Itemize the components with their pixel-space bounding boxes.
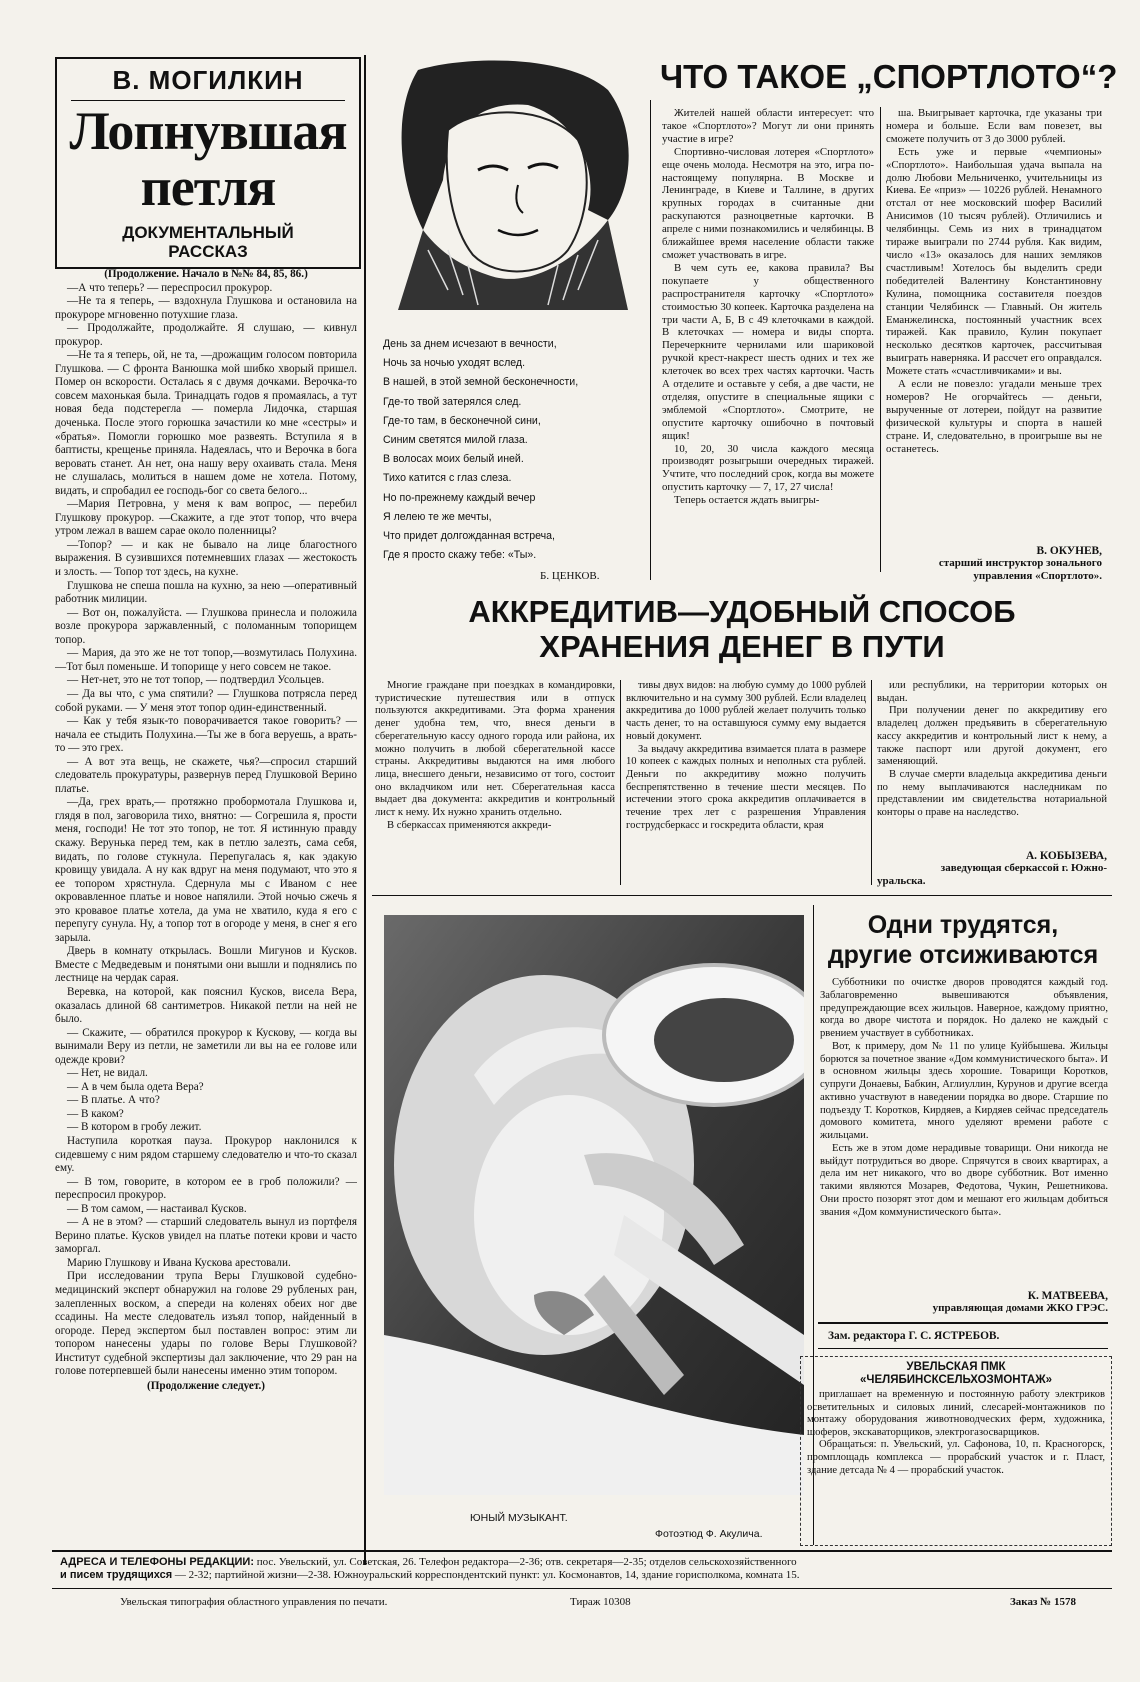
subbotnik-body bbox=[820, 977, 1108, 1289]
story-paragraph: — В котором в гробу лежит. bbox=[67, 1121, 202, 1134]
ad-title-line1: УВЕЛЬСКАЯ ПМК bbox=[906, 1361, 1006, 1373]
story-paragraph: — Нет-нет, это не тот топор, — подтвердил Усольцев. bbox=[67, 674, 325, 687]
rule-above-editor bbox=[818, 1322, 1108, 1324]
story-paragraph: —А что теперь? — переспросил прокурор. bbox=[67, 281, 273, 294]
story-paragraph: — Вот он, пожалуйста. — Глушкова принесла и положила возле прокурора заржавленный, с поломанным топорищем топор. bbox=[55, 606, 357, 646]
story-paragraph: Наступила короткая пауза. Прокурор наклонился к сидевшему с ним рядом старшему следователю и что-то сказал ему. bbox=[55, 1135, 357, 1175]
poem-line-paragraph: Но по-прежнему каждый вечер bbox=[383, 491, 536, 504]
ad-paragraph: приглашает на временную и постоянную работу электриков осветительных и силовых линий, слесарей-монтажников по монтажу оборудования животноводческих ферм, художника, шоферов, экскаваторщиков, электрогазосварщиков. bbox=[807, 1389, 1105, 1438]
story-paragraph: — Продолжайте, продолжайте. Я слушаю, — кивнул прокурор. bbox=[55, 322, 357, 348]
accreditive-col1 bbox=[375, 680, 615, 890]
accreditive-col3-paragraph: или республики, на территории которых он выдан. bbox=[877, 680, 1107, 704]
poem-line-paragraph: Что придет долгожданная встреча, bbox=[383, 530, 555, 543]
poem bbox=[383, 336, 633, 566]
story-title-line1: Лопнувшая bbox=[69, 101, 347, 161]
rule-footer-top bbox=[52, 1550, 1112, 1552]
story-paragraph: Марию Глушкову и Ивана Кускова арестовали. bbox=[67, 1256, 291, 1269]
story-paragraph: — В том, говорите, в котором ее в гроб положили? — переспросил прокурор. bbox=[55, 1175, 357, 1202]
footer-line2: — 2-32; партийной жизни—2-38. Южноуральский корреспондентский пункт: ул. Космонавтов, 14, здание горисполкома, комната 15. bbox=[174, 1569, 800, 1581]
poem-line-paragraph: Где-то твой затерялся след. bbox=[383, 395, 522, 408]
accreditive-signature bbox=[877, 850, 1107, 888]
footer-order: Заказ № 1578 bbox=[1010, 1596, 1076, 1608]
story-author: В. МОГИЛКИН bbox=[112, 65, 304, 95]
column-rule-left bbox=[364, 55, 366, 1565]
illustration-girl bbox=[378, 60, 646, 310]
accreditive-col2 bbox=[626, 680, 866, 890]
sportloto-col1-paragraph: 10, 20, 30 числа каждого месяца производят розыгрыши очередных тиражей. Учтите, что последний срок, когда вы можете опустить карточку — 7, 17, 27 числа! bbox=[662, 442, 874, 494]
story-subtitle-line1: ДОКУМЕНТАЛЬНЫЙ bbox=[122, 223, 294, 242]
girl-portrait-drawing bbox=[378, 60, 646, 310]
accreditive-col1-paragraph: В сберкассах применяются аккреди- bbox=[387, 819, 552, 831]
footer-addresses bbox=[60, 1556, 1110, 1582]
poem-lines bbox=[383, 336, 633, 563]
ad-paragraph: Обращаться: п. Увельский, ул. Сафонова, 10, п. Красногорск, промплощадь комплекса — прорабский участок и г. Пласт, здание детсада № 4 — прорабский участок. bbox=[807, 1439, 1105, 1476]
poem-line-paragraph: Где я просто скажу тебе: «Ты». bbox=[383, 549, 537, 562]
sportloto-col2-paragraph: Есть уже и первые «чемпионы» «Спортлото». Наибольшая удача выпала на долю Любови Мельниченко, учительницы из Киева. Ее «приз» — 10226 рублей. Ненамного отстал от нее московский шофер Василий Анисимов (10 тысяч рублей). Отличились и челябинцы. Семь из них в тринадцатом тираже выиграли по 2744 рубля. Как видим, число «13» оказалось для наших земляков счастливым! Хотелось бы выделить среди победителей Валентину Константиновну Кулина, помощника составителя поездов станции Челябинск — Главный. Он житель Еманжелинска, постоянный участник всех тиражей. Как правило, Кулин покупает несколько десятков карточек, рассчитывая выиграть наверняка. И рассчет его оправдался. Можете стать «счастливчиками» и вы. bbox=[886, 145, 1102, 378]
sportloto-col2-paragraph: ша. Выигрывает карточка, где указаны три номера и больше. Если вам повезет, вы сможете получить от 3 до 3000 рублей. bbox=[886, 107, 1102, 145]
story-paragraph: —Да, грех врать,— протяжно пробормотала Глушкова и, глядя в пол, заговорила тихо, внятно: — Согрешила я, прости меня, господи! Не тот это топор, не тот. Я истинную правду скажу. Верунька перед тем, как в петлю залезть, сама себя, видать, по голове стукнула. Перепугалась я, как эдакую кровищу увидала. А ну как вдруг на меня подумают, что это я ее топором хрястнула. Сдернула мы с Иваном с нее окровавленное платье и новое напялили. Этой ночью сжечь я это кровавое платье хотела, да ума не хватило, куда я его с перепугу сунула. Ну, а топор тот в огороде у меня, в снег я его зарыла. bbox=[55, 796, 357, 944]
poem-line-paragraph: Где-то там, в бесконечной сини, bbox=[383, 414, 541, 427]
musician-photo-image bbox=[384, 915, 804, 1495]
story-paragraph: — А вот эта вещь, не скажете, чья?—спросил старший следователь прокуратуры, развернув перед Глушковой Верино платье. bbox=[55, 755, 357, 795]
footer-circulation: Тираж 10308 bbox=[570, 1596, 631, 1608]
story-paragraph: —Не та я теперь, — вздохнула Глушкова и остановила на прокуроре мгновенно потухшие глаза. bbox=[55, 295, 357, 321]
photo-credit: Фотоэтюд Ф. Акулича. bbox=[655, 1528, 763, 1540]
story-paragraph: Веревка, на которой, как пояснил Кусков, висела Вера, оказалась длиной 68 сантиметров. Никакой петли на ней не было. bbox=[55, 985, 357, 1026]
accreditive-col2-paragraph: За выдачу аккредитива взимается плата в размере 10 копеек с каждых полных и неполных ста рублей. Деньги по аккредитиву можно получить беспрепятственно в течение шести месяцев. По истечении этого срока аккредитив оплачивается в течение трех лет с разрешения Управления гострудсберкасс и госкредита области, края bbox=[626, 743, 866, 831]
accreditive-col3 bbox=[877, 680, 1107, 850]
sportloto-signature-line2: управления «Спортлото». bbox=[973, 570, 1102, 582]
sportloto-col1-paragraph: Теперь остается ждать выигры- bbox=[674, 494, 820, 507]
sportloto-title: ЧТО ТАКОЕ „СПОРТЛОТО“? bbox=[660, 58, 1118, 95]
accreditive-title bbox=[372, 594, 1112, 664]
poem-line-paragraph: Ночь за ночью уходят вслед. bbox=[383, 357, 526, 370]
story-body bbox=[55, 268, 357, 1568]
column-rule-accr2 bbox=[871, 680, 872, 885]
story-paragraphs bbox=[55, 282, 357, 1379]
story-paragraph: — Скажите, — обратился прокурор к Кускову, — когда вы вынимали Веру из петли, не заметили ли вы на ее голове или одежде крови? bbox=[55, 1026, 357, 1066]
sportloto-col2 bbox=[886, 107, 1102, 537]
story-paragraph: — В платье. А что? bbox=[67, 1094, 160, 1107]
story-paragraph: — Нет, не видал. bbox=[67, 1067, 148, 1080]
story-title bbox=[57, 103, 359, 215]
story-end-note: (Продолжение следует.) bbox=[147, 1379, 265, 1392]
sportloto-signature-name: В. ОКУНЕВ, bbox=[1036, 545, 1102, 557]
rule-below-editor bbox=[818, 1348, 1108, 1349]
ad-box bbox=[800, 1356, 1112, 1546]
accreditive-title-line2: ХРАНЕНИЯ ДЕНЕГ В ПУТИ bbox=[539, 629, 945, 664]
poem-line-paragraph: Я лелею те же мечты, bbox=[383, 510, 492, 523]
story-title-line2: петля bbox=[140, 157, 276, 217]
subbotnik-signature-name: К. МАТВЕЕВА, bbox=[1027, 1290, 1108, 1302]
accreditive-col1-paragraph: Многие граждане при поездках в командировки, туристические путешествия или в отпуск пользуются аккредитивами. Эта форма хранения денег удобна тем, что, внеся деньги в сберегательную кассу одного города или района, их можно получить в любой сберегательной кассе страны. Аккредитивы выдаются на имя любого лица, внесшего деньги, независимо от того, состоит оно вкладчиком или нет. Сберегательная касса выдает два документа: аккредитив и контрольный лист к нему. Их нужно хранить отдельно. bbox=[375, 680, 615, 819]
story-paragraph: — В том самом, — настаивал Кусков. bbox=[67, 1202, 247, 1215]
accreditive-signature-line2: уральска. bbox=[877, 875, 926, 887]
subbotnik-signature-line1: управляющая домами ЖКО ГРЭС. bbox=[932, 1302, 1108, 1314]
rule-footer-mid bbox=[52, 1588, 1112, 1589]
subbotnik-title-line2: другие отсиживаются bbox=[827, 941, 1099, 969]
story-continuation-note: (Продолжение. Начало в №№ 84, 85, 86.) bbox=[104, 268, 308, 280]
sportloto-col2-paragraph: А если не повезло: угадали меньше трех номеров? Не огорчайтесь — деньги, вырученные от лотереи, пойдут на развитие физической культуры и спорта в нашей стране. И, следовательно, в проигрыше вы не останетесь. bbox=[886, 378, 1102, 455]
subbotnik-paragraph: Субботники по очистке дворов проводятся каждый год. Заблаговременно вывешиваются объявления, предупреждающие всех жильцов. Наверное, каждому приятно, когда во дворе чистота и порядок. Но далеко не каждый с рвением участвует в субботниках. bbox=[820, 977, 1108, 1039]
footer-label: АДРЕСА И ТЕЛЕФОНЫ РЕДАКЦИИ: bbox=[60, 1556, 254, 1568]
ad-title bbox=[801, 1361, 1111, 1387]
sportloto-signature-line1: старший инструктор зонального bbox=[938, 557, 1102, 569]
subbotnik-title bbox=[818, 910, 1108, 970]
editor-line: Зам. редактора Г. С. ЯСТРЕБОВ. bbox=[828, 1330, 1000, 1342]
ad-body bbox=[807, 1389, 1105, 1477]
poem-line-paragraph: В волосах моих белый иней. bbox=[383, 453, 524, 466]
story-subtitle bbox=[57, 223, 359, 261]
story-paragraph: — А не в этом? — старший следователь вынул из портфеля Верино платье. Кусков увидел на платье потеки крови и часто заморгал. bbox=[55, 1216, 357, 1256]
footer-printer: Увельская типография областного управления по печати. bbox=[120, 1596, 388, 1608]
story-header-box bbox=[55, 57, 361, 269]
story-paragraph: —Мария Петровна, у меня к вам вопрос, — перебил Глушкову прокурор. —Скажите, а где этот топор, что вчера утром лежал в вашем сарае около поленницы? bbox=[55, 498, 357, 538]
poem-line-paragraph: Синим светятся милой глаза. bbox=[383, 434, 528, 447]
sportloto-col1-paragraph: В чем суть ее, какова правила? Вы покупаете у общественного распространителя карточку «Спортлото» стоимостью 30 копеек. Карточка разделена на три части А, Б, В с 49 клеточками в каждой. В клеточках — номера и виды спорта. Перечеркните чернилами или шариковой ручкой крест-накрест шесть одних и тех же клеточек во всех трех частях карточки. Часть А отделите и оставьте у себя, а две части, не отделяя, опустите в специальные ящики с эмблемой «Спортлото». Смотрите, не опустите карточку ошибочно в почтовый ящик! bbox=[662, 261, 874, 442]
accreditive-col3-paragraph: В случае смерти владельца аккредитива деньги по нему выплачиваются наследникам по представлении им свидетельства нотариальной конторы о праве на наследство. bbox=[877, 768, 1107, 819]
sportloto-col1-paragraph: Жителей нашей области интересует: что такое «Спортлото»? Могут ли они принять участие в игре? bbox=[662, 107, 874, 145]
footer-line1: пос. Увельский, ул. Советская, 26. Телефон редактора—2-36; отв. секретаря—2-35; отделов сельскохозяйственного bbox=[256, 1556, 797, 1568]
story-paragraph: —Топор? — и как не бывало на лице благостного выражения. В сузившихся потемневших глазах — жестокость и злость. — Топор тот здесь, на кухне. bbox=[55, 538, 357, 579]
poem-line-paragraph: Тихо катится с глаз слеза. bbox=[383, 472, 512, 485]
column-rule-sportloto bbox=[880, 107, 881, 572]
ad-title-line2: «ЧЕЛЯБИНСКСЕЛЬХОЗМОНТАЖ» bbox=[860, 1374, 1052, 1386]
column-rule-poem bbox=[650, 100, 651, 580]
poem-line-paragraph: В нашей, в этой земной бесконечности, bbox=[383, 376, 579, 389]
story-paragraph: Глушкова не спеша пошла на кухню, за нею —оперативный работник милиции. bbox=[55, 579, 357, 606]
story-paragraph: При исследовании трупа Веры Глушковой судебно-медицинский эксперт обнаружил на голове 29 рубленых ран, залепленных воском, а спереди на коленях обеих ног две ссадины. На месте следователь изъял топор, найденный в огороде. Перед экспертом был поставлен вопрос: этим ли топором нанесены удары по голове Веры Глушковой? Институт судебной экспертизы дал заключение, что 29 ран на голове потерпевшей были нанесены именно этим топором. bbox=[55, 1270, 357, 1378]
accreditive-col2-paragraph: тивы двух видов: на любую сумму до 1000 рублей включительно и на сумму 300 рублей. Если владелец аккредитива до 1000 рублей желает получить только часть денег, то на оставшуюся сумму ему выдается новый документ. bbox=[626, 680, 866, 742]
story-paragraph: — Как у тебя язык-то поворачивается такое говорить? — начала ее стыдить Полухина.—Ты же в бога веруешь, а врать-то — это грех. bbox=[55, 715, 357, 755]
story-subtitle-line2: РАССКАЗ bbox=[168, 242, 248, 261]
sportloto-col1 bbox=[662, 107, 874, 577]
story-paragraph: —Не та я теперь, ой, не та, —дрожащим голосом повторила Глушкова. — С фронта Ванюшка мой шибко хворый пришел. Помер он вскорости. Осталась я с двумя дочками. Верочка-то совсем махонькая была. Тринадцать годов я промаялась, а тут новая беда подстерегла — померла Лидочка, старшая доченька. После этого горюшка зачастили ко мне «сестры» и «братья». Помогли горюшко мое развеять. Вступила я в баптисты, крещенье приняла. Надеялась, что и Верочка в бога веровать станет. Ан нет, она нашу веру охаивать стала. Меня не слушалась, молиться в нашем доме не хотела. Потому, видать, и спробадил ее господь-бог со света белого... bbox=[55, 349, 357, 497]
subbotnik-paragraph: Вот, к примеру, дом № 11 по улице Куйбышева. Жильцы борются за почетное звание «Дом коммунистического быта». И в основном жильцы здесь хорошие. Товарищи Коротков, супруги Донаевы, Бабкин, Аглиуллин, Курунов и другие всегда активно участвуют в наведении порядка во дворе. Старшие по подъезду Т. Коротков, Кирдяев, а Кирдяев сейчас председатель домового комитета, много уделяют времени работе с жильцами. bbox=[820, 1040, 1108, 1141]
poem-line-paragraph: День за днем исчезают в вечности, bbox=[383, 338, 557, 350]
column-rule-accr1 bbox=[620, 680, 621, 885]
poem-signature: Б. ЦЕНКОВ. bbox=[540, 570, 600, 582]
rule-above-photo bbox=[372, 895, 1112, 896]
footer-label2: и писем трудящихся bbox=[60, 1569, 173, 1581]
subbotnik-title-line1: Одни трудятся, bbox=[867, 911, 1059, 939]
story-paragraph: — В каком? bbox=[67, 1107, 124, 1120]
story-paragraph: — А в чем была одета Вера? bbox=[67, 1080, 204, 1093]
subbotnik-paragraph: Есть же в этом доме нерадивые товарищи. Они никогда не выйдут потрудиться во дворе. Спрячутся в своих квартирах, а дела им нет никакого, что во дворе субботник. Вот именно такими являются Мозарев, Федотова, Чукин, Решетникова. Они просто позорят этот дом и мешают его жильцам добиться звания «Дом коммунистического быта». bbox=[820, 1142, 1108, 1218]
story-paragraph: Дверь в комнату открылась. Вошли Мигунов и Кусков. Вместе с Медведевым и понятыми они вышли и поднялись по лестнице на чердак сарая. bbox=[55, 945, 357, 985]
accreditive-signature-line1: заведующая сберкассой г. Южно- bbox=[940, 862, 1107, 874]
subbotnik-signature bbox=[820, 1290, 1108, 1315]
sportloto-signature bbox=[886, 545, 1102, 583]
photo-caption: ЮНЫЙ МУЗЫКАНТ. bbox=[470, 1512, 568, 1524]
accreditive-signature-name: А. КОБЫЗЕВА, bbox=[1025, 850, 1107, 862]
accreditive-title-line1: АККРЕДИТИВ—УДОБНЫЙ СПОСОБ bbox=[468, 594, 1016, 629]
photo-young-musician bbox=[384, 915, 804, 1495]
story-paragraph: — Да вы что, с ума спятили? — Глушкова потрясла перед собой руками. — У меня этот топор один-единственный. bbox=[55, 687, 357, 714]
accreditive-col3-paragraph: При получении денег по аккредитиву его владелец должен предъявить в сберегательную кассу аккредитив и контрольный лист к нему, а также паспорт или другой документ, его заменяющий. bbox=[877, 705, 1107, 768]
story-paragraph: — Мария, да это же не тот топор,—возмутилась Полухина.—Тот был поменьше. И топорище у него совсем не такое. bbox=[55, 647, 357, 673]
sportloto-col1-paragraph: Спортивно-числовая лотерея «Спортлото» еще очень молода. Несмотря на это, игра по-настоящему популярна. В Москве и Ленинграде, в Киеве и Таллине, в других крупных городах в считанные дни раскупаются разноцветные карточки. В апреле с ними познакомились и челябинцы. В ближайшее время население области также сможет участвовать в игре. bbox=[662, 145, 874, 261]
